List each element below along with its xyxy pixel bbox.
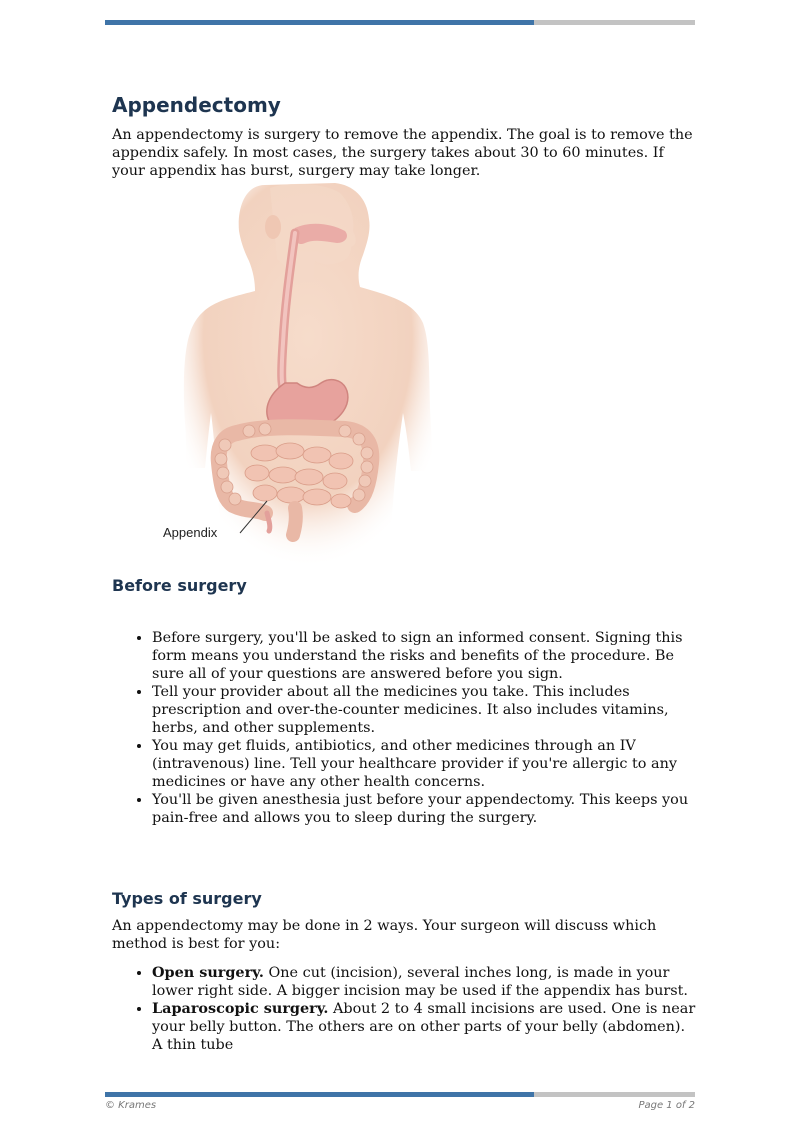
- footer-rule-accent: [105, 1092, 534, 1097]
- section-heading-types-of-surgery: Types of surgery: [112, 889, 262, 908]
- header-rule: [105, 20, 695, 25]
- types-intro-paragraph: An appendectomy may be done in 2 ways. Your surgeon will discuss which method is best for you:: [112, 918, 657, 952]
- before-surgery-list: [112, 629, 697, 827]
- section-heading-before-surgery: Before surgery: [112, 576, 247, 595]
- footer-copyright: © Krames: [105, 1100, 157, 1111]
- description-open-surgery: One cut (incision), several inches long, is made in your lower right side. A bigger incision may be used if the appendix has burst.: [152, 965, 688, 999]
- list-item: • You'll be given anesthesia just before your appendectomy. This keeps you pain-free and allows you to sleep during the surgery.: [152, 791, 697, 827]
- footer-rule: [105, 1092, 695, 1097]
- list-item: [152, 1000, 697, 1054]
- digestive-system-illustration: [145, 183, 445, 568]
- list-item: [152, 964, 697, 1000]
- list-item: • You may get fluids, antibiotics, and other medicines through an IV (intravenous) line. Tell your healthcare provider if you're allergic to any medicines or have any other health concerns.: [152, 737, 697, 791]
- list-item: • Tell your provider about all the medicines you take. This includes prescription and over-the-counter medicines. It also includes vitamins, herbs, and other supplements.: [152, 683, 697, 737]
- header-rule-accent: [105, 20, 534, 25]
- list-item: • Before surgery, you'll be asked to sign an informed consent. Signing this form means you understand the risks and benefits of the procedure. Be sure all of your questions are answered before you sign.: [152, 629, 697, 683]
- anatomy-figure: [145, 183, 445, 568]
- intro-paragraph: An appendectomy is surgery to remove the appendix. The goal is to remove the appendix safely. In most cases, the surgery takes about 30 to 60 minutes. If your appendix has burst, surgery may take longer.: [112, 127, 693, 179]
- types-of-surgery-list: [112, 964, 697, 1054]
- term-laparoscopic-surgery: Laparoscopic surgery.: [152, 1000, 329, 1017]
- appendix-label: Appendix: [163, 525, 218, 540]
- document-body: [112, 93, 697, 1054]
- term-open-surgery: Open surgery.: [152, 964, 264, 981]
- footer-page-number: Page 1 of 2: [638, 1100, 695, 1111]
- description-laparoscopic-surgery: About 2 to 4 small incisions are used. One is near your belly button. The others are on other parts of your belly (abdomen). A thin tube: [152, 1001, 696, 1053]
- page-title: Appendectomy: [112, 93, 281, 117]
